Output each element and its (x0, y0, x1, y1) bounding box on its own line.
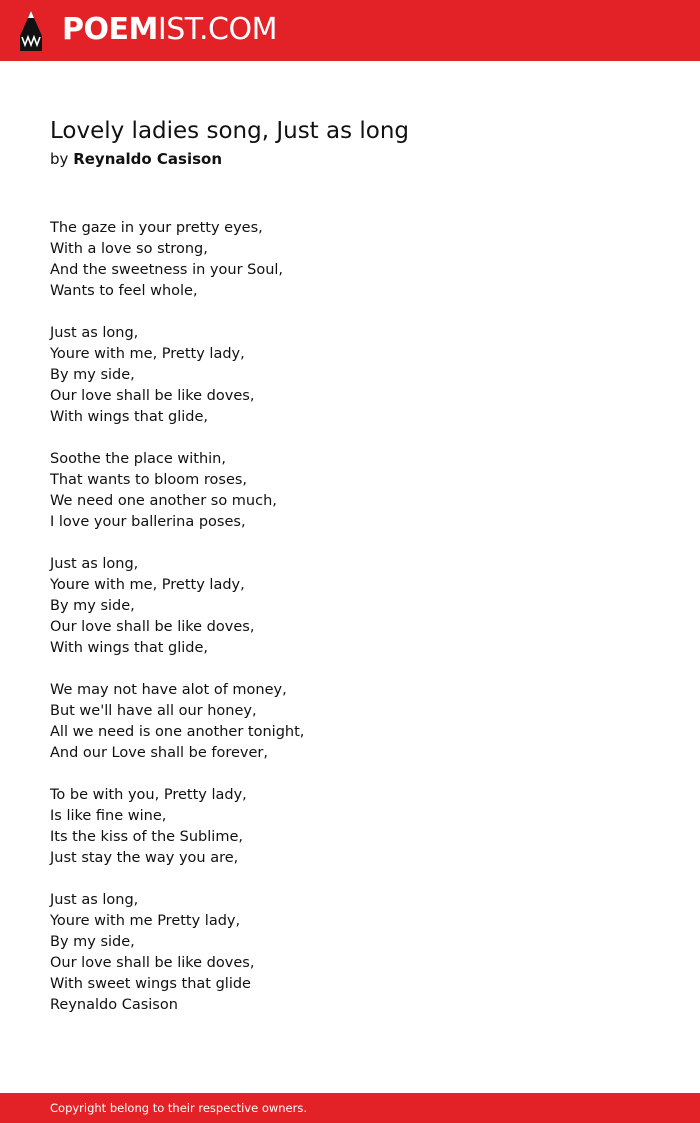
poem-title: Lovely ladies song, Just as long (50, 118, 410, 144)
copyright-text: Copyright belong to their respective owners. (50, 1101, 308, 1115)
site-header (0, 0, 700, 61)
poem-stanza (50, 323, 650, 428)
poem-line: Is like fine wine, (50, 808, 167, 824)
poem-stanza (50, 680, 650, 764)
poem-line: The gaze in your pretty eyes, (50, 220, 263, 236)
logo-bold-text: POEM (62, 12, 158, 47)
poem-line: But we'll have all our honey, (50, 703, 257, 719)
poem-byline (50, 148, 222, 170)
logo-light-text: IST.COM (157, 12, 277, 47)
poem-line: We may not have alot of money, (50, 682, 287, 698)
poem-line: With a love so strong, (50, 241, 208, 257)
poem-line: Just as long, (50, 892, 139, 908)
poem-line: And our Love shall be forever, (50, 745, 269, 761)
poem-line: Youre with me, Pretty lady, (50, 346, 245, 362)
poem-line: Soothe the place within, (50, 451, 226, 467)
poem-line: Our love shall be like doves, (50, 388, 255, 404)
poem-line: And the sweetness in your Soul, (50, 262, 284, 278)
poem-line: Reynaldo Casison (50, 997, 178, 1013)
poem-body (50, 218, 650, 1037)
poem-author: Reynaldo Casison (73, 150, 223, 168)
poem-line: Youre with me, Pretty lady, (50, 577, 245, 593)
poem-line: We need one another so much, (50, 493, 277, 509)
poem-line: By my side, (50, 934, 135, 950)
poem-line: Our love shall be like doves, (50, 955, 255, 971)
pencil-icon[interactable] (18, 10, 44, 52)
poem-line: That wants to bloom roses, (50, 472, 248, 488)
poem-line: All we need is one another tonight, (50, 724, 305, 740)
poem-line: Wants to feel whole, (50, 283, 198, 299)
poem-stanza (50, 554, 650, 659)
poem-stanza (50, 890, 650, 1016)
poem-line: I love your ballerina poses, (50, 514, 246, 530)
poem-line: Just as long, (50, 556, 139, 572)
poem-line: Our love shall be like doves, (50, 619, 255, 635)
poem-stanza (50, 785, 650, 869)
poem-line: By my side, (50, 598, 135, 614)
poem-line: With wings that glide, (50, 640, 209, 656)
site-logo[interactable] (62, 13, 277, 47)
poem-line: By my side, (50, 367, 135, 383)
poem-line: To be with you, Pretty lady, (50, 787, 247, 803)
poem-line: Youre with me Pretty lady, (50, 913, 241, 929)
poem-line: Just stay the way you are, (50, 850, 239, 866)
poem-line: With sweet wings that glide (50, 976, 251, 992)
poem-stanza (50, 218, 650, 302)
poem-line: Its the kiss of the Sublime, (50, 829, 243, 845)
byline-label: by (50, 150, 69, 168)
poem-line: With wings that glide, (50, 409, 209, 425)
poem-line: Just as long, (50, 325, 139, 341)
site-footer (0, 1093, 700, 1123)
poem-stanza (50, 449, 650, 533)
